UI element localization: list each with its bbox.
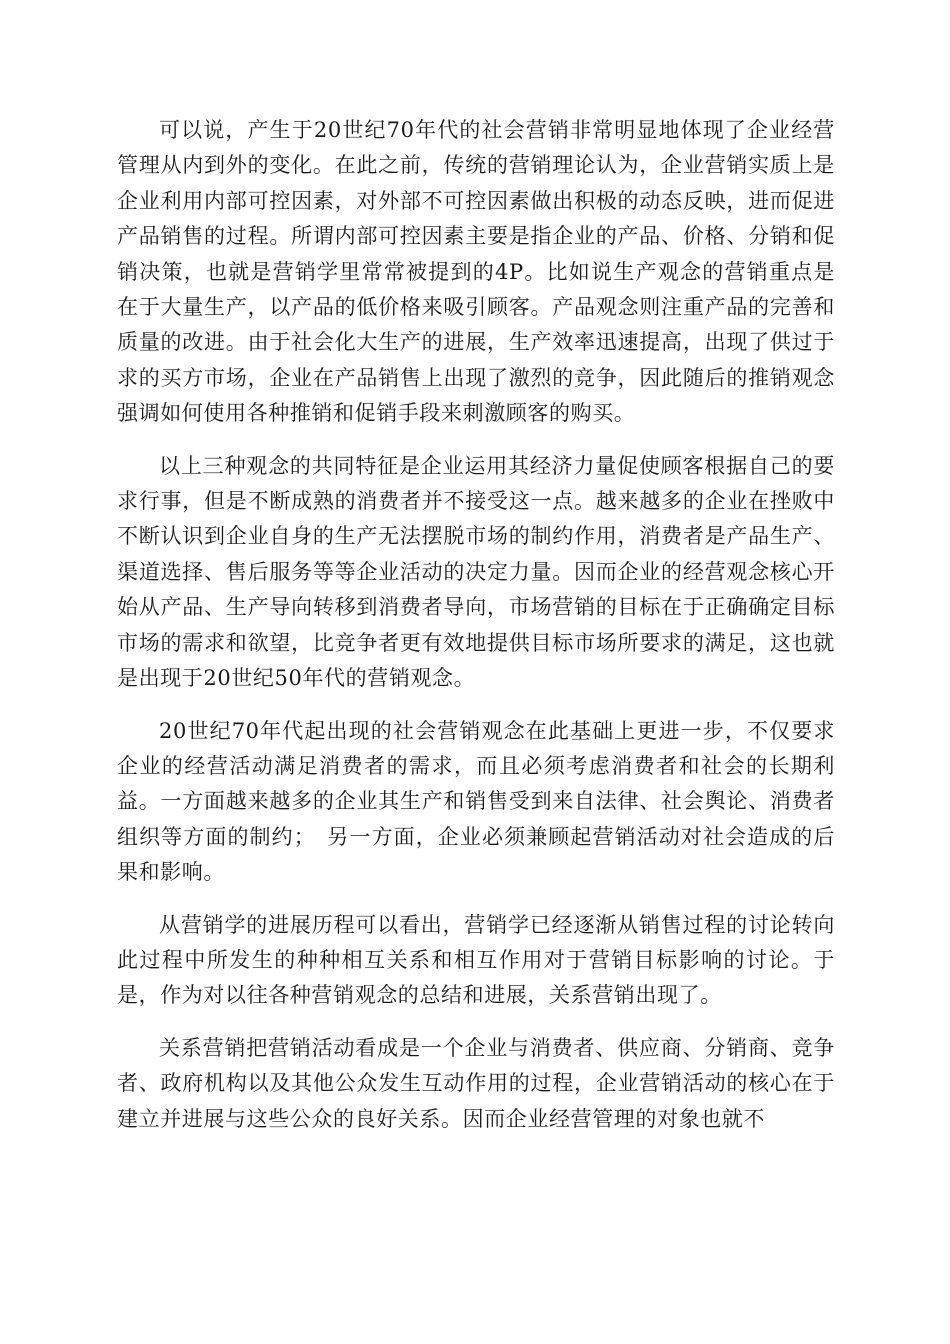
paragraph-5: 关系营销把营销活动看成是一个企业与消费者、供应商、分销商、竞争者、政府机构以及其他公众发生互动作用的过程，企业营销活动的核心在于建立并进展与这些公众的良好关系。因而企业经营管理的对象也就不 bbox=[117, 1035, 835, 1131]
paragraph-2: 以上三种观念的共同特征是企业运用其经济力量促使顾客根据自己的要求行事，但是不断成熟的消费者并不接受这一点。越来越多的企业在挫败中不断认识到企业自身的生产无法摆脱市场的制约作用，消费者是产品生产、渠道选择、售后服务等等企业活动的决定力量。因而企业的经营观念核心开始从产品、生产导向转移到消费者导向，市场营销的目标在于正确确定目标市场的需求和欲望，比竞争者更有效地提供目标市场所要求的满足，这也就是出现于20世纪50年代的营销观念。 bbox=[117, 453, 835, 691]
paragraph-1: 可以说，产生于20世纪70年代的社会营销非常明显地体现了企业经营管理从内到外的变化。在此之前，传统的营销理论认为，企业营销实质上是企业利用内部可控因素，对外部不可控因素做出积极的动态反映，进而促进产品销售的过程。所谓内部可控因素主要是指企业的产品、价格、分销和促销决策，也就是营销学里常常被提到的4P。比如说生产观念的营销重点是在于大量生产，以产品的低价格来吸引顾客。产品观念则注重产品的完善和质量的改进。由于社会化大生产的进展，生产效率迅速提高，出现了供过于求的买方市场，企业在产品销售上出现了激烈的竞争，因此随后的推销观念强调如何使用各种推销和促销手段来刺激顾客的购买。 bbox=[117, 118, 835, 426]
document-body bbox=[117, 113, 835, 1154]
paragraph-3: 20世纪70年代起出现的社会营销观念在此基础上更进一步，不仅要求企业的经营活动满足消费者的需求，而且必须考虑消费者和社会的长期利益。一方面越来越多的企业其生产和销售受到来自法律、社会舆论、消费者组织等方面的制约； 另一方面，企业必须兼顾起营销活动对社会造成的后果和影响。 bbox=[117, 718, 835, 885]
paragraph-4: 从营销学的进展历程可以看出，营销学已经逐渐从销售过程的讨论转向此过程中所发生的种种相互关系和相互作用对于营销目标影响的讨论。于是，作为对以往各种营销观念的总结和进展，关系营销出现了。 bbox=[117, 912, 835, 1008]
